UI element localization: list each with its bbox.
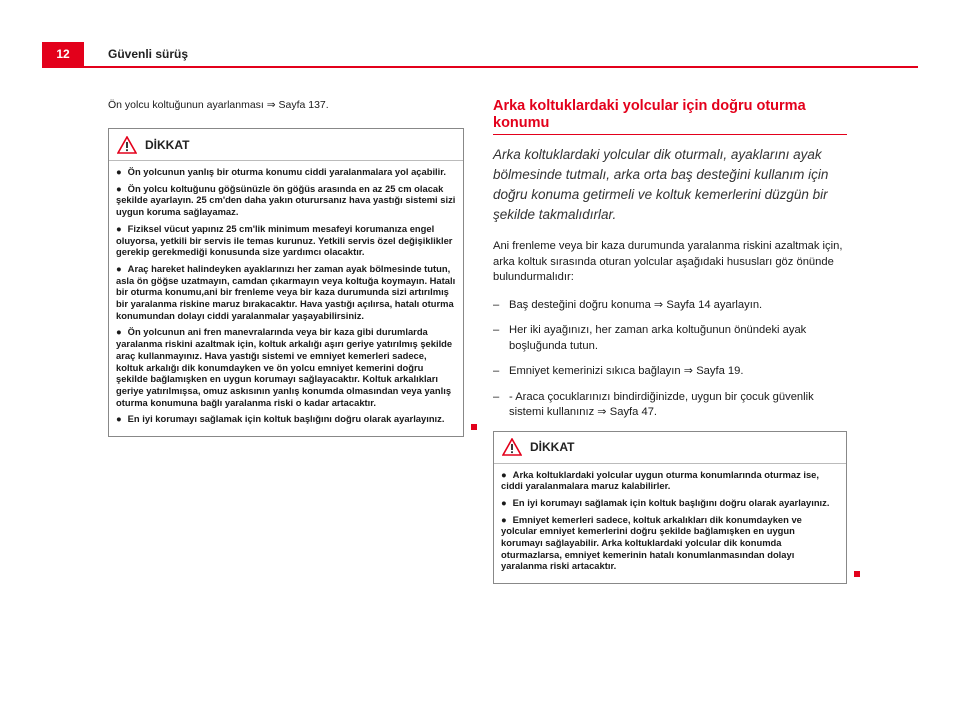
- warning-header: [109, 129, 463, 161]
- section-title: Güvenli sürüş: [108, 47, 189, 61]
- warning-header: [494, 432, 846, 464]
- heading-rule: [493, 134, 847, 135]
- list-item: – Baş desteğini doğru konuma ⇒ Sayfa 14 ayarlayın.: [493, 298, 847, 314]
- warning-item: ● Araç hareket halindeyken ayaklarınızı her zaman ayak bölmesinde tutun, asla ön göğse uzatmayın, camdan çıkarmayın veya koltuğa koymayın. Hatalı bir oturma konumu,ani bir frenleme veya bir kaza durumunda sizi artırılmış bir yaralanma riskine maruz bırakacaktır. Hava yastığı açılırsa, hatalı oturma konumundan dolayı ciddi yaralanmalar yaşayabilirsiniz.: [116, 262, 456, 321]
- bullet-icon: ●: [116, 166, 122, 177]
- warning-item: ● En iyi korumayı sağlamak için koltuk başlığını doğru olarak ayarlayınız.: [116, 413, 445, 425]
- header-rule: [42, 66, 918, 68]
- end-of-section-mark: [471, 424, 477, 430]
- dash-marker: –: [493, 390, 500, 403]
- bullet-icon: ●: [501, 496, 507, 508]
- left-column: [108, 98, 464, 437]
- dash-marker: –: [493, 365, 500, 377]
- bullet-icon: ●: [116, 222, 122, 234]
- end-of-section-mark: [854, 571, 860, 577]
- dash-marker: –: [493, 324, 500, 336]
- dash-marker: –: [493, 298, 500, 311]
- list-item: – - Araca çocuklarınızı bindirdiğinizde, uygun bir çocuk güvenlik sistemi kullanınız ⇒ Sayfa 47.: [493, 390, 847, 421]
- warning-triangle-icon: [502, 438, 522, 456]
- right-column: [493, 98, 847, 584]
- list-item: – Her iki ayağınızı, her zaman arka koltuğunun önündeki ayak boşluğunda tutun.: [493, 323, 847, 354]
- warning-title: DİKKAT: [145, 137, 190, 152]
- bullet-icon: ●: [116, 413, 122, 425]
- bullet-icon: ●: [501, 513, 507, 525]
- lead-paragraph: Arka koltuklardaki yolcular dik oturmalı, ayaklarını ayak bölmesinde tutmalı, arka orta baş desteğini kullanım için doğru konuma getirmeli ve koltuk kemerlerini düzgün bir şekilde takmalıdırlar.: [493, 147, 829, 222]
- warning-box-left: [108, 128, 464, 437]
- bullet-icon: ●: [116, 182, 122, 194]
- bullet-icon: ●: [116, 262, 122, 274]
- bullet-icon: ●: [501, 468, 507, 480]
- warning-triangle-icon: [117, 136, 137, 154]
- warning-item: ● Ön yolcunun ani fren manevralarında veya bir kaza gibi durumlarda yaralanma riskini azaltmak için, koltuk arkalığı aşırı geriye yatırılmış şekilde araç kullanmayınız. Hava yastığı sistemi ve emniyet kemerleri sadece, koltuk arkalığı dik konumdayken ve ön yolcu emniyet kemerini doğru şekilde bağlamışken en uygun korumayı sağlayacaktır. Koltuk arkalıkları geriye yatırılmışsa, omuz askısının yanlış konumda olmasından veya yanlış oturma konumuna bağlı yaralanma riski o kadar artacaktır.: [116, 326, 453, 408]
- warning-title: DİKKAT: [530, 440, 575, 454]
- warning-item: ● Emniyet kemerleri sadece, koltuk arkalıkları dik konumdayken ve yolcular emniyet kemerlerini doğru şekilde bağlamışken en uygun korumayı sağlayabilir. Arka koltuklardaki yolcular dik konumda oturmazlarsa, emniyet kemerinin hatalı konumlanmasından dolayı yaralanma riski artacaktır.: [501, 513, 802, 572]
- warning-box-right: [493, 431, 847, 585]
- list-item: – Emniyet kemerinizi sıkıca bağlayın ⇒ Sayfa 19.: [493, 364, 847, 380]
- body-paragraph: Ani frenleme veya bir kaza durumunda yaralanma riskini azaltmak için, arka koltuk sırasında oturan yolcular aşağıdaki hususları göz önünde bulundurmalıdır:: [493, 240, 843, 283]
- warning-item: ● Fiziksel vücut yapınız 25 cm'lik minimum mesafeyi korumanıza engel oluyorsa, yetkili bir servis ile temas kurunuz. Yetkili servis özel değişiklikler gerekip gerekmediği konusunda size yardımcı olacaktır.: [116, 222, 453, 258]
- intro-line: Ön yolcu koltuğunun ayarlanması ⇒ Sayfa 137.: [108, 99, 329, 111]
- page-number: 12: [42, 42, 84, 66]
- warning-item: ● Arka koltuklardaki yolcular uygun oturma konumlarında oturmaz ise, ciddi yaralanmalara maruz kalabilirler.: [501, 468, 819, 492]
- warning-item: ● En iyi korumayı sağlamak için koltuk başlığını doğru olarak ayarlayınız.: [501, 496, 830, 508]
- warning-item: ● Ön yolcu koltuğunu göğsünüzle ön göğüs arasında en az 25 cm olacak şekilde ayarlayın. 25 cm'den daha yakın oturursanız hava yastığı sistemi sizi uygun koruma sağlayamaz.: [116, 182, 456, 218]
- bullet-icon: ●: [116, 326, 122, 338]
- warning-body: [494, 464, 846, 584]
- warning-body: [109, 161, 463, 436]
- warning-item: ● Ön yolcunun yanlış bir oturma konumu ciddi yaralanmalara yol açabilir.: [116, 166, 446, 177]
- section-heading: Arka koltuklardaki yolcular için doğru oturma konumu: [493, 98, 806, 131]
